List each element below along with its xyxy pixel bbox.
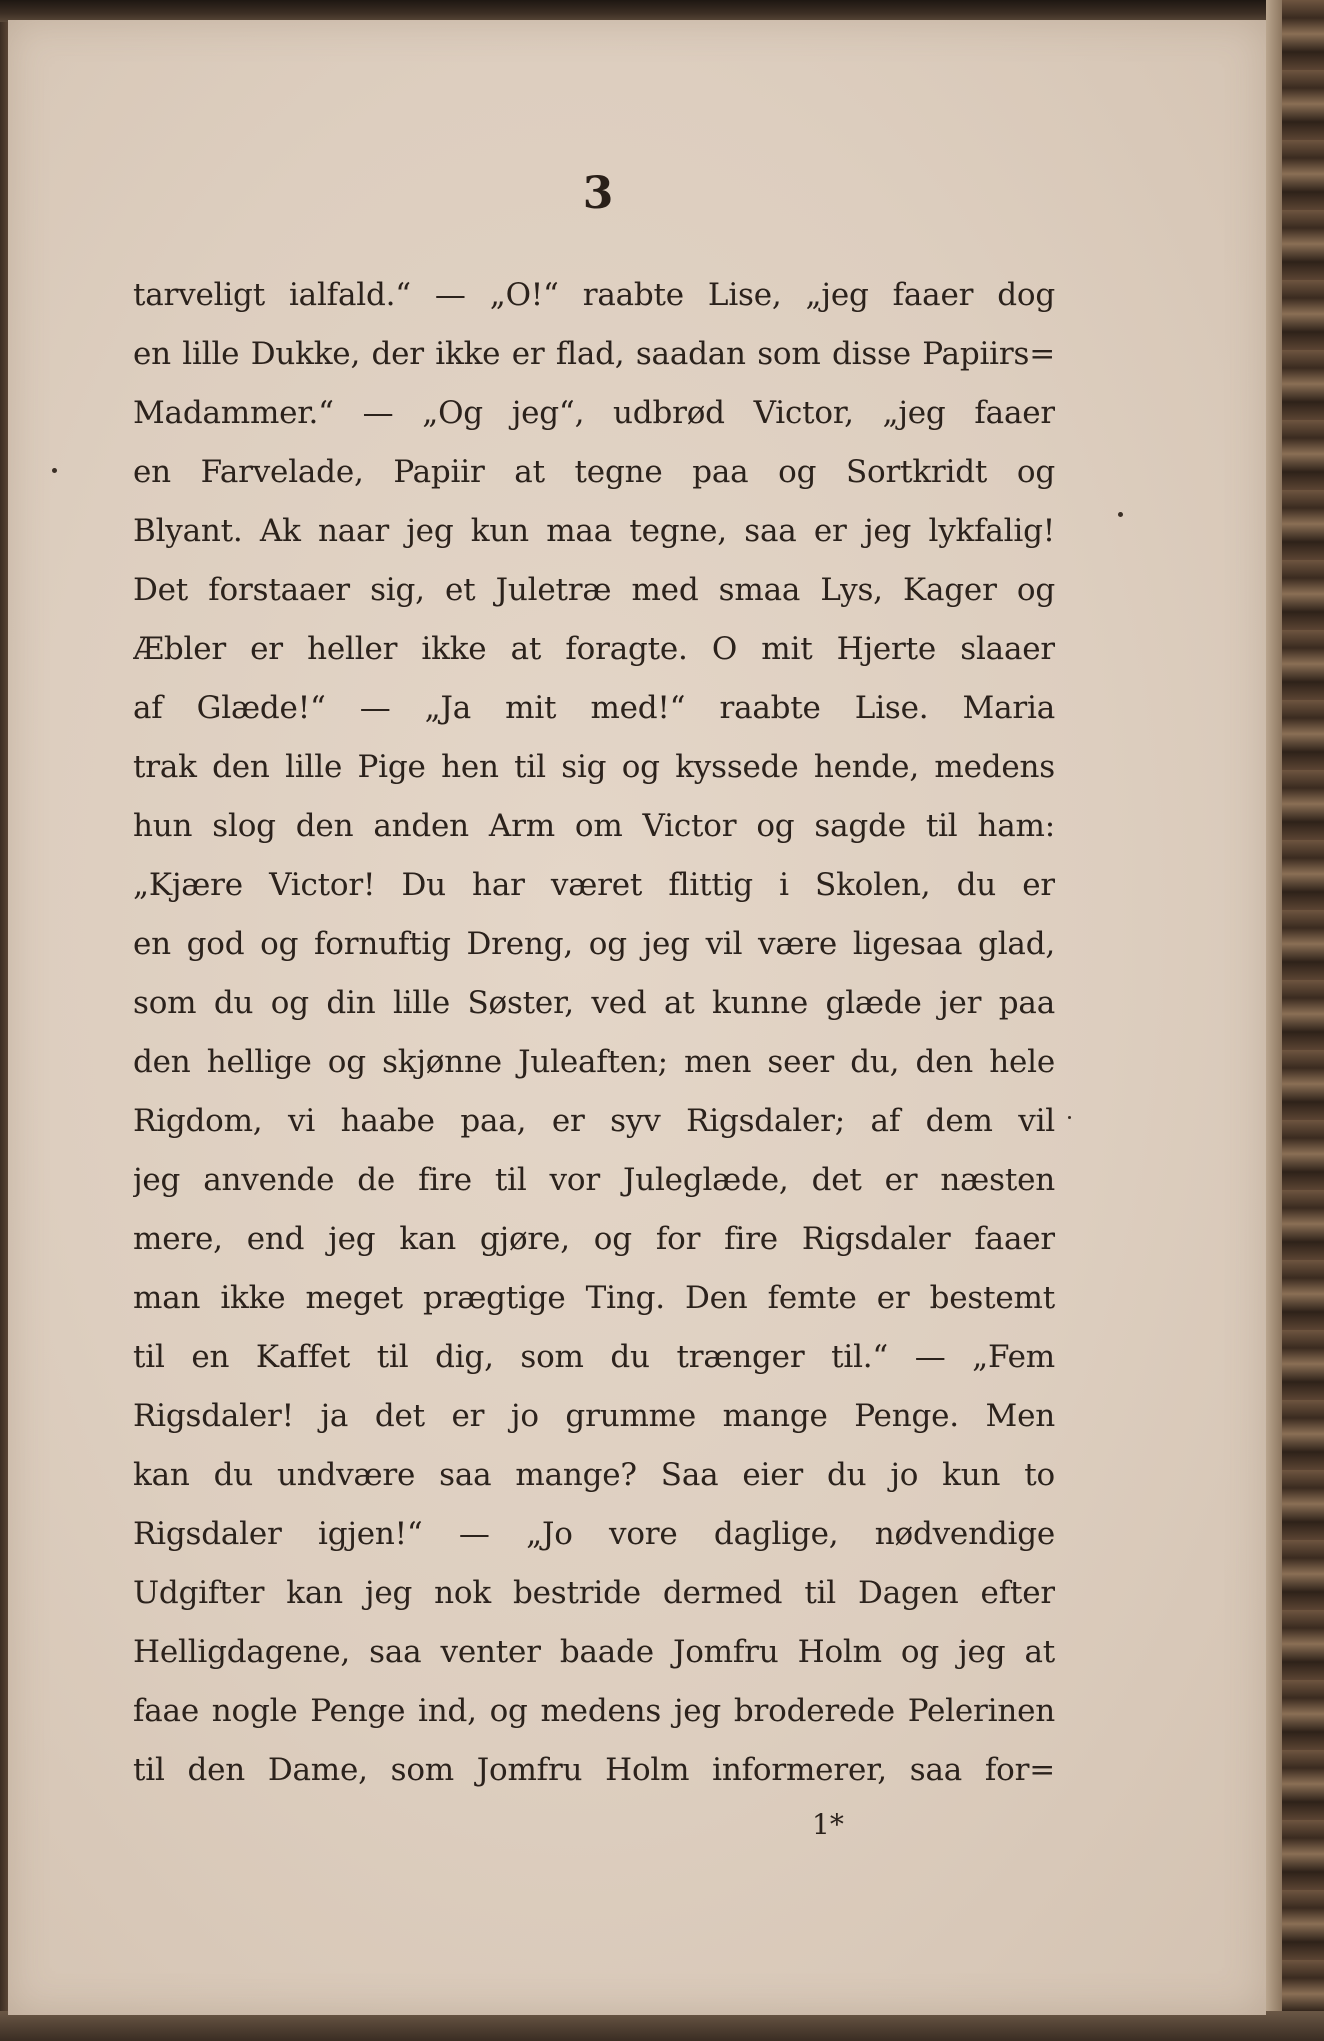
text-line: Æbler er heller ikke at foragte. O mit Hjerte slaaer [133, 631, 1055, 667]
text-line: hun slog den anden Arm om Victor og sagde til ham: [133, 808, 1055, 844]
paper-page [8, 20, 1266, 2015]
body-text [133, 266, 1055, 1800]
text-line: tarveligt ialfald.“ — „O!“ raabte Lise, „jeg faaer dog [133, 277, 1055, 313]
text-line: Rigsdaler! ja det er jo grumme mange Penge. Men [133, 1398, 1055, 1434]
text-line: til en Kaffet til dig, som du trænger til.“ — „Fem [133, 1339, 1055, 1375]
book-top-edge [0, 0, 1324, 22]
text-line: „Kjære Victor! Du har været flittig i Skolen, du er [133, 867, 1055, 903]
paper-speck [1118, 512, 1123, 517]
text-line: Madammer.“ — „Og jeg“, udbrød Victor, „jeg faaer [133, 395, 1055, 431]
text-line: jeg anvende de fire til vor Juleglæde, det er næsten [133, 1162, 1055, 1198]
text-line: af Glæde!“ — „Ja mit med!“ raabte Lise. Maria [133, 690, 1055, 726]
text-line: Udgifter kan jeg nok bestride dermed til Dagen efter [133, 1575, 1055, 1611]
book-bottom-edge [0, 2011, 1324, 2041]
text-line: til den Dame, som Jomfru Holm informerer, saa for= [133, 1752, 1055, 1788]
text-line: en lille Dukke, der ikke er flad, saadan som disse Papiirs= [133, 336, 1055, 372]
page-number: 3 [582, 168, 614, 219]
text-line: en god og fornuftig Dreng, og jeg vil være ligesaa glad, [133, 926, 1055, 962]
text-line: mere, end jeg kan gjøre, og for fire Rigsdaler faaer [133, 1221, 1055, 1257]
text-line: faae nogle Penge ind, og medens jeg broderede Pelerinen [133, 1693, 1055, 1729]
text-line: trak den lille Pige hen til sig og kyssede hende, medens [133, 749, 1055, 785]
text-line: en Farvelade, Papiir at tegne paa og Sortkridt og [133, 454, 1055, 490]
text-line: kan du undvære saa mange? Saa eier du jo kun to [133, 1457, 1055, 1493]
signature-mark: 1* [812, 1808, 844, 1841]
text-line: Det forstaaer sig, et Juletræ med smaa Lys, Kager og [133, 572, 1055, 608]
text-line: Helligdagene, saa venter baade Jomfru Holm og jeg at [133, 1634, 1055, 1670]
paper-speck [1068, 1116, 1071, 1119]
text-line: den hellige og skjønne Juleaften; men seer du, den hele [133, 1044, 1055, 1080]
text-line: man ikke meget prægtige Ting. Den femte er bestemt [133, 1280, 1055, 1316]
paper-speck [52, 468, 57, 473]
text-line: Rigdom, vi haabe paa, er syv Rigsdaler; af dem vil [133, 1103, 1055, 1139]
text-line: Rigsdaler igjen!“ — „Jo vore daglige, nødvendige [133, 1516, 1055, 1552]
text-line: Blyant. Ak naar jeg kun maa tegne, saa er jeg lykfalig! [133, 513, 1055, 549]
book-spine-edge [1266, 0, 1324, 2041]
text-line: som du og din lille Søster, ved at kunne glæde jer paa [133, 985, 1055, 1021]
